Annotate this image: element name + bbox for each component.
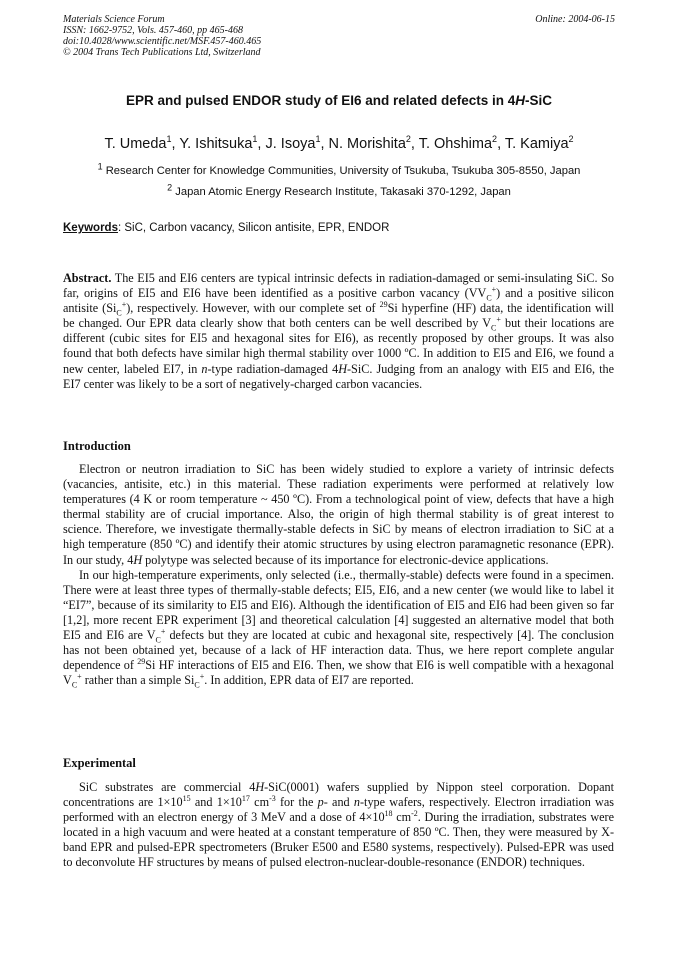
keywords-text: : SiC, Carbon vacancy, Silicon antisite, EPR, ENDOR [117, 222, 390, 234]
keywords-label: Keywords [63, 222, 118, 234]
online-date: Online: 2004-06-15 [535, 14, 615, 25]
author: T. Kamiya$^2$ [504, 134, 574, 152]
introduction-body [63, 462, 614, 688]
affiliation-1: $^1$ Research Center for Knowledge Communities, University of Tsukuba, Tsukuba 305-8550, Japan [97, 161, 581, 177]
title-suffix: -SiC [525, 93, 553, 108]
author: Y. Ishitsuka$^1$, [179, 134, 266, 152]
keywords [63, 222, 389, 234]
author: T. Ohshima$^2$, [418, 134, 505, 152]
issn-line: ISSN: 1662-9752, Vols. 457-460, pp 465-468 [63, 25, 243, 36]
experimental-body [63, 780, 614, 871]
journal-name: Materials Science Forum [63, 14, 165, 25]
copyright-line: © 2004 Trans Tech Publications Ltd, Switzerland [63, 47, 261, 58]
paragraph: In our high-temperature experiments, only selected (i.e., thermally-stable) defects were found in a specimen. There were at least three types of thermally-stable defects; EI5, EI6, and a new center (we would like to label it “EI7”, because of its similarity to EI5 and EI6). Although the identification of EI5 and EI6 had been given so far [1,2], more recent EPR experiment [3] and theoretical calculation [4] suggested an alternative model that both EI5 and EI6 are $V_C^+$ defects but they are located at cubic and hexagonal site, respectively [4]. The conclusion has not been obtained yet, because of a lack of HF interaction data. Thus, we here report complete angular dependence of $^{29}$Si HF interactions of EI5 and EI6. Then, we show that EI6 is well compatible with a hexagonal $V_C^+$ rather than a simple $Si_C^+$. In addition, EPR data of EI7 are reported. [63, 567, 614, 690]
journal-header [63, 14, 261, 58]
abstract: Abstract. The EI5 and EI6 centers are typical intrinsic defects in radiation-damaged or semi-insulating SiC. So far, origins of EI5 and EI6 have been identified as a positive carbon vacancy $(VV_C^+)$ and a positive silicon antisite $(Si_C^+)$, respectively. However, with our complete set of $^{29}$Si hyperfine (HF) data, the identification will be changed. Our EPR data clearly show that both centers can be well described by $V_C^+$ but their locations are different (cubic sites for EI5 and hexagonal sites for EI6), as recently proposed by other groups. It was also found that both defects have similar high thermal stability over 1000 ºC. In addition to EI5 and EI6, we found a new center, labeled EI7, in n-type radiation-damaged 4H-SiC. Judging from an analogy with EI5 and EI6, the EI7 center was likely to be a sort of negatively-charged carbon vacancies. [63, 271, 614, 391]
paragraph: SiC substrates are commercial 4H-SiC(0001) wafers supplied by Nippon steel corporation. Dopant concentrations are $1\times 10^{15}$ and $1\times 10^{17}$ $cm^{-3}$ for the p- and n-type wafers, respectively. Electron irradiation was performed with an electron energy of 3 MeV and a dose of $4\times 10^{18}$ $cm^{-2}$. During the irradiation, substrates were located in a high vacuum and were heated at a constant temperature of 850 ºC. Then, they were measured by X-band EPR and pulsed-EPR spectrometers (Bruker E500 and E580 systems, respectively). Pulsed-EPR was used to deconvolute HF structures by means of pulsed electron-nuclear-double-resonance (ENDOR) techniques. [63, 780, 615, 870]
experimental-heading: Experimental [63, 756, 136, 770]
paper-title [40, 93, 638, 108]
author: J. Isoya$^1$, [265, 134, 329, 152]
author-list [20, 136, 658, 152]
title-italic: H [515, 93, 526, 108]
doi-line: doi:10.4028/www.scientific.net/MSF.457-460.465 [63, 36, 262, 47]
paragraph: Electron or neutron irradiation to SiC has been widely studied to explore a variety of intrinsic defects (vacancies, antisite, etc.) in this material. These radiation experiments were performed at relatively low temperatures (4 K or room temperature ~ 450 ºC). From a technological point of view, defects that have a high thermal stability are of crucial importance. Also, the origin of high thermal stability is of great interest to science. Therefore, we investigate thermally-stable defects in SiC by means of electron irradiation to SiC at a high temperature (850 ºC) and identify their atomic structures by using electron paramagnetic resonance (EPR). In our study, 4H polytype was selected because of its importance for electronic-device applications. [63, 462, 614, 567]
affiliation-2: $^2$ Japan Atomic Energy Research Institute, Takasaki 370-1292, Japan [167, 182, 511, 198]
author: N. Morishita$^2$, [328, 134, 419, 152]
introduction-heading: Introduction [63, 439, 131, 453]
title-text: EPR and pulsed ENDOR study of EI6 and related defects in 4 [125, 93, 516, 108]
author: T. Umeda$^1$, [104, 134, 180, 152]
abstract-label: Abstract. [63, 271, 112, 285]
